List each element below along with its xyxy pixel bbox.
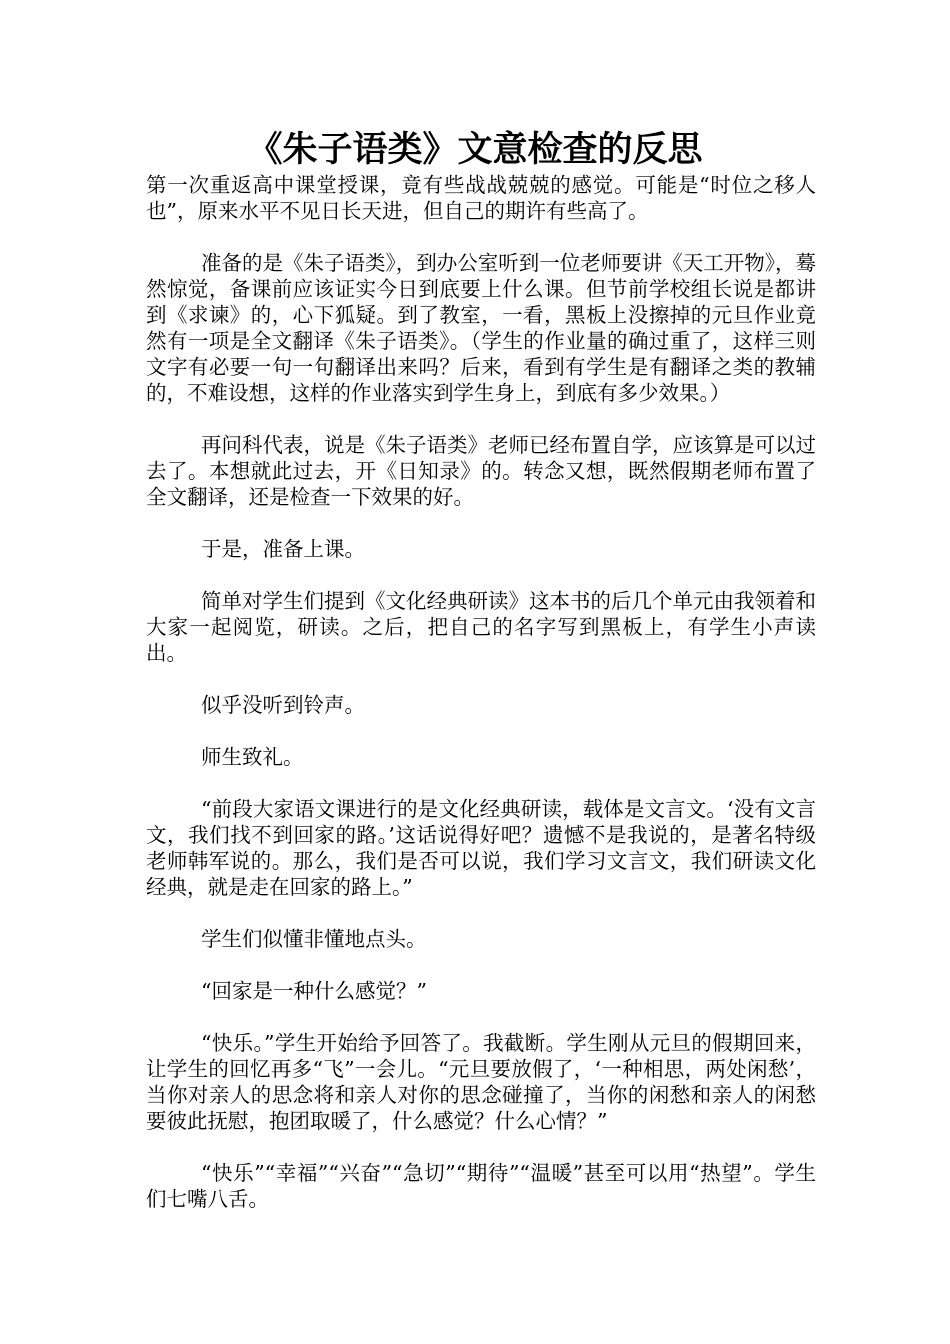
paragraph: “快乐。”学生开始给予回答了。我截断。学生刚从元旦的假期回来，让学生的回忆再多“飞”一会儿。“元旦要放假了，‘一种相思，两处闲愁’，当你对亲人的思念将和亲人对你的思念碰撞了，当你的闲愁和亲人的闲愁要彼此抚慰，抱团取暖了，什么感觉？什么心情？”: [146, 1031, 816, 1133]
paragraph: “回家是一种什么感觉？”: [201, 979, 427, 1003]
paragraph: 似乎没听到铃声。: [201, 693, 365, 717]
paragraph: 于是，准备上课。: [201, 537, 365, 561]
paragraph: 准备的是《朱子语类》，到办公室听到一位老师要讲《天工开物》，蓦然惊觉，备课前应该证实今日到底要上什么课。但节前学校组长说是都讲到《求谏》的，心下狐疑。到了教室，一看，黑板上没擦掉的元旦作业竟然有一项是全文翻译《朱子语类》。（学生的作业量的确过重了，这样三则文字有必要一句一句翻译出来吗？后来，看到有学生是有翻译之类的教辅的，不难设想，这样的作业落实到学生身上，到底有多少效果。）: [146, 251, 816, 405]
document-body: [146, 172, 816, 1238]
paragraph: “快乐”“幸福”“兴奋”“急切”“期待”“温暖”甚至可以用“热望”。学生们七嘴八舌。: [146, 1161, 816, 1211]
paragraph: 再问科代表，说是《朱子语类》老师已经布置自学，应该算是可以过去了。本想就此过去，开《日知录》的。转念又想，既然假期老师布置了全文翻译，还是检查一下效果的好。: [146, 433, 816, 509]
paragraph: 师生致礼。: [201, 745, 304, 769]
paragraph: “前段大家语文课进行的是文化经典研读，载体是文言文。‘没有文言文，我们找不到回家的路。’这话说得好吧？遗憾不是我说的，是著名特级老师韩军说的。那么，我们是否可以说，我们学习文言文，我们研读文化经典，就是走在回家的路上。”: [146, 797, 816, 899]
document-title: 《朱子语类》文意检查的反思: [247, 130, 703, 170]
paragraph: 简单对学生们提到《文化经典研读》这本书的后几个单元由我领着和大家一起阅览，研读。之后，把自己的名字写到黑板上，有学生小声读出。: [146, 589, 816, 665]
paragraph: 学生们似懂非懂地点头。: [201, 927, 427, 951]
paragraph: 第一次重返高中课堂授课，竟有些战战兢兢的感觉。可能是“时位之移人也”，原来水平不见日长天进，但自己的期许有些高了。: [146, 173, 816, 223]
